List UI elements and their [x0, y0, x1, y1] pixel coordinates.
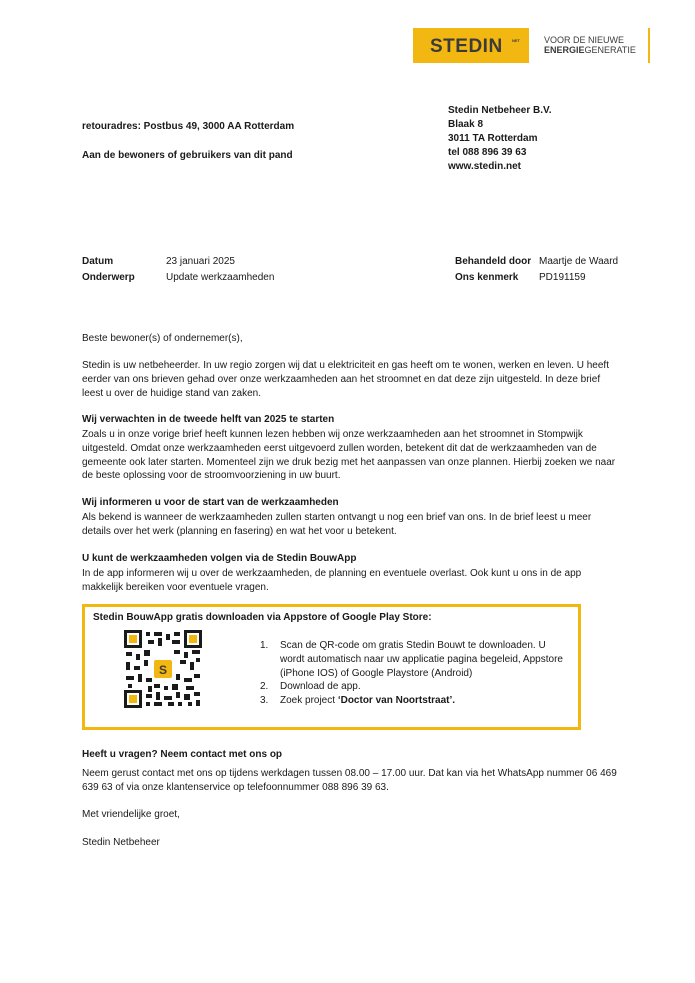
paragraph-start-2025: Zoals u in onze vorige brief heeft kunnen lezen hebben wij onze werkzaamheden aan het stroomnet in Stompwijk uitgesteld. Omdat onze werkzaamheden eerst uitgevoerd zullen worden, betekent dit dat de werkzaamheden van de gemeente ook later starten. Momenteel zijn we druk bezig met het aanpassen van onze plannen. Hierbij zoeken we naar de beste oplossing voor de stroomvoorziening in uw buurt. [82, 429, 616, 482]
step-1-number: 1. [260, 640, 269, 651]
qr-center-letter: S [158, 663, 168, 677]
sender-company: Stedin Netbeheer B.V. [448, 105, 552, 116]
paragraph-inform: Als bekend is wanneer de werkzaamheden zullen starten ontvangt u nog een brief van ons. In de brief leest u meer details over het werk (planning en fasering) en wat het voor u betekent. [82, 512, 592, 537]
recipient-line: Aan de bewoners of gebruikers van dit pand [82, 150, 293, 161]
handled-by-label: Behandeld door [455, 256, 532, 267]
intro-paragraph: Stedin is uw netbeheerder. In uw regio zorgen wij dat u elektriciteit en gas heeft om te wonen, werken en leven. U heeft eerder van ons brieven gehad over onze werkzaamheden aan het stroomnet en dat deze zijn uitgesteld. In deze brief leest u over de huidige stand van zaken. [82, 360, 609, 399]
step-2-text: Download de app. [280, 681, 361, 693]
greeting: Beste bewoner(s) of ondernemer(s), [82, 333, 243, 344]
step-3 [260, 694, 570, 708]
reference-value: PD191159 [539, 272, 586, 283]
sender-address [448, 104, 552, 174]
paragraph-bouwapp: In de app informeren wij u over de werkzaamheden, de planning en eventuele overlast. Ook kunt u ons in de app makkelijk bereiken voor eventuele vragen. [82, 568, 582, 593]
logo-wordmark: STEDIN [430, 36, 503, 57]
step-2 [260, 680, 570, 694]
return-address: retouradres: Postbus 49, 3000 AA Rotterdam [82, 121, 295, 132]
step-1-text: Scan de QR-code om gratis Stedin Bouwt te downloaden. U wordt automatisch naar uw applicatie pagina begeleid, Appstore (iPhone IOS) of Google Playstore (Android) [280, 640, 563, 679]
tagline-rest: GENERATIE [584, 45, 636, 55]
step-2-number: 2. [260, 681, 269, 693]
sender-street: Blaak 8 [448, 119, 484, 130]
handled-by-value: Maartje de Waard [539, 256, 619, 267]
subject-value: Update werkzaamheden [166, 272, 275, 283]
tagline-bold: ENERGIE [544, 45, 585, 55]
app-steps-list [260, 639, 570, 708]
sender-web[interactable]: www.stedin.net [448, 161, 521, 172]
app-box-title: Stedin BouwApp gratis downloaden via Appstore of Google Play Store: [93, 612, 432, 623]
date-value: 23 januari 2025 [166, 256, 235, 267]
qr-code[interactable] [124, 630, 202, 708]
logo-tagline [544, 35, 636, 55]
reference-label: Ons kenmerk [455, 272, 519, 283]
heading-questions: Heeft u vragen? Neem contact met ons op [82, 749, 283, 760]
step-3-number: 3. [260, 695, 269, 707]
heading-inform: Wij informeren u voor de start van de werkzaamheden [82, 497, 339, 508]
heading-start-2025: Wij verwachten in de tweede helft van 2025 te starten [82, 414, 335, 425]
date-label: Datum [82, 256, 114, 267]
closing: Met vriendelijke groet, [82, 809, 180, 820]
sender-phone: tel 088 896 39 63 [448, 147, 527, 158]
signature: Stedin Netbeheer [82, 837, 160, 848]
paragraph-questions: Neem gerust contact met ons op tijdens werkdagen tussen 08.00 – 17.00 uur. Dat kan via het WhatsApp nummer 06 469 639 63 of via onze klantenservice op telefoonnummer 088 896 39 63. [82, 768, 617, 793]
subject-label: Onderwerp [82, 272, 135, 283]
tagline-bar [648, 28, 650, 63]
tagline-line1: VOOR DE NIEUWE [544, 35, 625, 45]
logo-net-label: NET [512, 38, 520, 43]
heading-bouwapp: U kunt de werkzaamheden volgen via de Stedin BouwApp [82, 553, 357, 564]
step-3-project-name: ‘Doctor van Noortstraat’ [337, 695, 453, 707]
step-3-suffix: . [452, 695, 456, 707]
step-3-prefix: Zoek project [280, 695, 338, 707]
step-1 [260, 639, 570, 680]
sender-city: 3011 TA Rotterdam [448, 133, 538, 144]
tagline-line2 [544, 45, 636, 55]
